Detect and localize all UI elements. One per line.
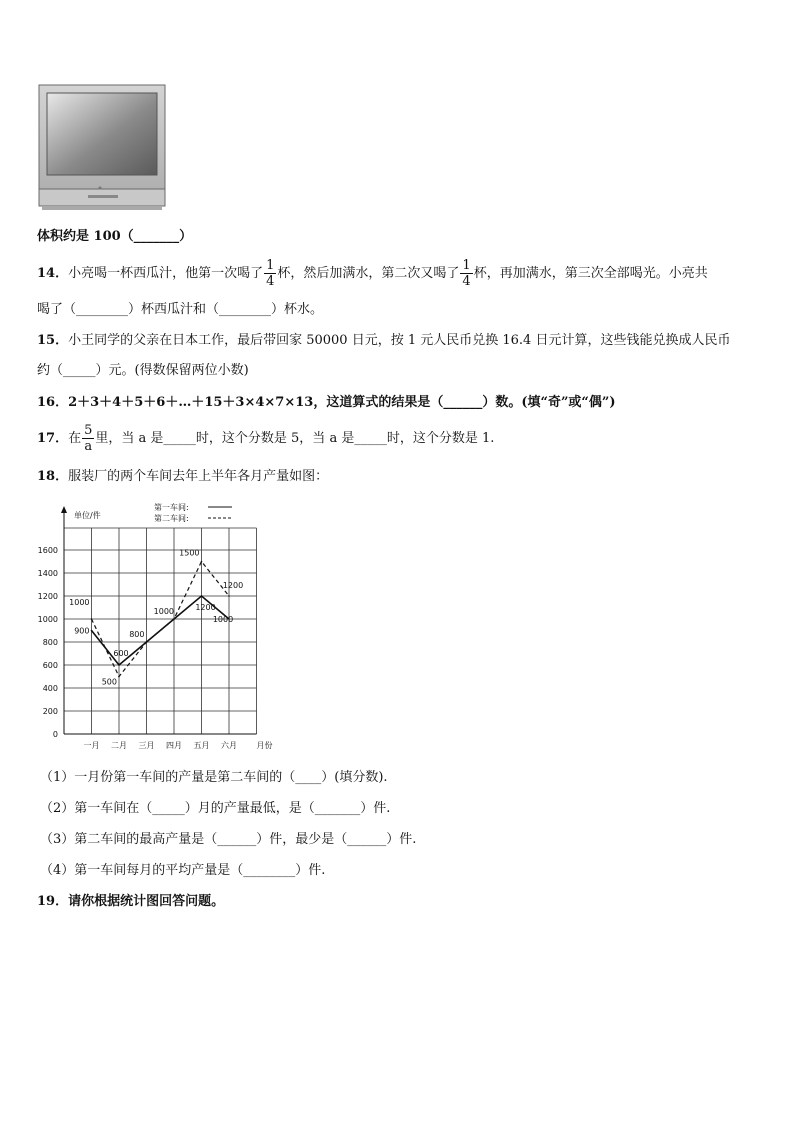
data-label: 1000 xyxy=(212,615,234,624)
x-tick-label: 四月 xyxy=(166,741,182,750)
x-tick-label: 六月 xyxy=(221,741,237,750)
y-tick-label: 1200 xyxy=(37,592,58,601)
question-18-number: 18． xyxy=(37,469,69,484)
data-point xyxy=(91,630,93,632)
question-18-sub-1: （1）一月份第一车间的产量是第二车间的（____）(填分数). xyxy=(40,770,388,785)
question-15-text: 小王同学的父亲在日本工作，最后带回家 50000 日元，按 1 元人民币兑换 16.4 日元计算，这些钱能兑换成人民币 xyxy=(68,333,731,348)
data-point xyxy=(118,676,120,678)
x-axis-label: 月份 xyxy=(256,741,273,750)
question-14-line1 xyxy=(37,256,708,292)
question-16-number: 16． xyxy=(37,395,69,410)
data-label: 500 xyxy=(101,677,117,687)
question-14-line2: 喝了（________）杯西瓜汁和（________）杯水。 xyxy=(37,302,324,317)
question-16-text: 2＋3＋4＋5＋6＋…＋15＋3×4×7×13，这道算式的结果是（______）数。(填“奇”或“偶”) xyxy=(68,395,616,410)
question-18-text: 服装厂的两个车间去年上半年各月产量如图： xyxy=(68,469,329,484)
y-tick-label: 200 xyxy=(42,707,58,716)
question-18 xyxy=(37,468,328,486)
y-tick-label: 1400 xyxy=(37,569,58,578)
question-19-number: 19． xyxy=(37,894,69,909)
data-label: 900 xyxy=(74,626,90,636)
question-15-line1 xyxy=(37,332,730,350)
tv-image xyxy=(38,84,166,212)
y-tick-label: 600 xyxy=(42,661,58,670)
question-14-number: 14． xyxy=(37,266,69,281)
question-19-text: 请你根据统计图回答问题。 xyxy=(68,894,225,909)
question-18-sub-3: （3）第二车间的最高产量是（______）件，最少是（______）件. xyxy=(40,832,417,847)
data-label: 1200 xyxy=(195,603,216,612)
question-15-line2: 约（_____）元。(得数保留两位小数) xyxy=(37,363,249,378)
data-label: 800 xyxy=(129,630,145,639)
question-17-text: 里，当 a 是_____时，这个分数是 5，当 a 是_____时，这个分数是 1. xyxy=(95,431,495,446)
data-point xyxy=(91,618,93,620)
y-tick-label: 1000 xyxy=(37,615,58,624)
question-14-text-1: 小亮喝一杯西瓜汁，他第一次喝了 xyxy=(68,266,264,281)
legend-label: 第二车间: xyxy=(154,514,189,523)
question-17 xyxy=(37,419,494,459)
x-tick-label: 一月 xyxy=(83,741,100,750)
y-tick-label: 400 xyxy=(42,684,58,693)
question-18-sub-2: （2）第一车间在（_____）月的产量最低，是（_______）件. xyxy=(40,801,391,816)
y-axis-arrow xyxy=(61,506,67,513)
q13-volume-line: 体积约是 100（_______） xyxy=(37,229,193,244)
data-point xyxy=(201,595,203,597)
fraction-one-quarter-b: $\frac{1}{4}$ xyxy=(462,258,471,289)
data-label: 1000 xyxy=(69,598,90,607)
data-point xyxy=(146,641,148,643)
data-point xyxy=(228,595,230,597)
question-17-pre: 在 xyxy=(68,431,82,446)
question-15-number: 15． xyxy=(37,333,69,348)
data-label: 1000 xyxy=(153,607,174,616)
data-point xyxy=(201,561,203,563)
question-14-text-3: 杯，再加满水，第三次全部喝光。小亮共 xyxy=(473,266,708,281)
x-tick-label: 五月 xyxy=(193,741,210,750)
data-point xyxy=(118,664,120,666)
x-tick-label: 二月 xyxy=(111,741,127,750)
data-label: 1200 xyxy=(222,581,244,590)
question-18-sub-4: （4）第一车间每月的平均产量是（________）件. xyxy=(40,863,326,878)
y-tick-label: 1600 xyxy=(37,546,58,555)
data-label: 600 xyxy=(113,649,129,658)
legend-label: 第一车间: xyxy=(154,503,189,512)
fraction-five-over-a: $\frac{5}{a}$ xyxy=(84,423,93,454)
question-16 xyxy=(37,394,616,412)
fraction-one-quarter-a: $\frac{1}{4}$ xyxy=(266,258,275,289)
y-tick-label: 0 xyxy=(52,730,58,739)
y-axis-label: 单位/件 xyxy=(74,511,101,520)
data-point xyxy=(173,618,175,620)
data-label: 1500 xyxy=(179,548,200,558)
y-tick-label: 800 xyxy=(42,638,58,647)
question-17-number: 17． xyxy=(37,431,69,446)
question-14-text-2: 杯，然后加满水，第二次又喝了 xyxy=(277,266,460,281)
question-19 xyxy=(37,893,224,911)
x-tick-label: 三月 xyxy=(138,741,155,750)
production-line-chart xyxy=(36,498,286,758)
